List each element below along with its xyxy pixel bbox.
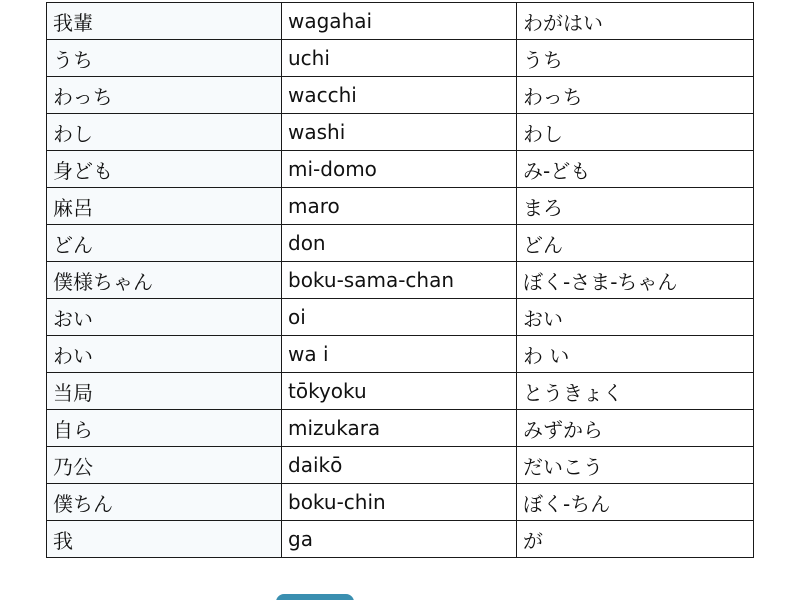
romaji-cell: don (282, 225, 517, 262)
table-row (47, 373, 754, 410)
kana-cell: どん (517, 225, 754, 262)
kanji-cell: 乃公 (47, 447, 282, 484)
kana-cell: おい (517, 299, 754, 336)
table-row (47, 484, 754, 521)
romaji-cell: ga (282, 521, 517, 558)
romaji-cell: boku-chin (282, 484, 517, 521)
kanji-cell: 自ら (47, 410, 282, 447)
table-row (47, 336, 754, 373)
pronoun-table (46, 2, 754, 558)
kana-cell: わ い (517, 336, 754, 373)
bottom-tab-button[interactable] (276, 594, 354, 600)
kana-cell: とうきょく (517, 373, 754, 410)
kanji-cell: 麻呂 (47, 188, 282, 225)
romaji-cell: boku-sama-chan (282, 262, 517, 299)
kanji-cell: うち (47, 40, 282, 77)
table-row (47, 114, 754, 151)
kana-cell: み-ども (517, 151, 754, 188)
table-row (47, 3, 754, 40)
romaji-cell: oi (282, 299, 517, 336)
table-row (47, 151, 754, 188)
kana-cell: まろ (517, 188, 754, 225)
table-row (47, 262, 754, 299)
kanji-cell: 僕ちん (47, 484, 282, 521)
kanji-cell: 僕様ちゃん (47, 262, 282, 299)
romaji-cell: wa i (282, 336, 517, 373)
table-row (47, 299, 754, 336)
table-row (47, 77, 754, 114)
table-row (47, 188, 754, 225)
kanji-cell: どん (47, 225, 282, 262)
kana-cell: うち (517, 40, 754, 77)
table-row (47, 447, 754, 484)
kanji-cell: 当局 (47, 373, 282, 410)
kana-cell: が (517, 521, 754, 558)
kanji-cell: 我 (47, 521, 282, 558)
kanji-cell: 我輩 (47, 3, 282, 40)
romaji-cell: uchi (282, 40, 517, 77)
kana-cell: だいこう (517, 447, 754, 484)
kana-cell: わし (517, 114, 754, 151)
kanji-cell: わい (47, 336, 282, 373)
romaji-cell: mizukara (282, 410, 517, 447)
romaji-cell: wagahai (282, 3, 517, 40)
romaji-cell: washi (282, 114, 517, 151)
kanji-cell: おい (47, 299, 282, 336)
romaji-cell: daikō (282, 447, 517, 484)
table-row (47, 40, 754, 77)
romaji-cell: wacchi (282, 77, 517, 114)
kanji-cell: わし (47, 114, 282, 151)
kana-cell: ぼく-さま-ちゃん (517, 262, 754, 299)
kana-cell: みずから (517, 410, 754, 447)
table-row (47, 225, 754, 262)
romaji-cell: mi-domo (282, 151, 517, 188)
kanji-cell: わっち (47, 77, 282, 114)
kana-cell: わっち (517, 77, 754, 114)
romaji-cell: tōkyoku (282, 373, 517, 410)
romaji-cell: maro (282, 188, 517, 225)
table-row (47, 521, 754, 558)
kana-cell: わがはい (517, 3, 754, 40)
table-row (47, 410, 754, 447)
kana-cell: ぼく-ちん (517, 484, 754, 521)
table-body (47, 3, 754, 558)
kanji-cell: 身ども (47, 151, 282, 188)
